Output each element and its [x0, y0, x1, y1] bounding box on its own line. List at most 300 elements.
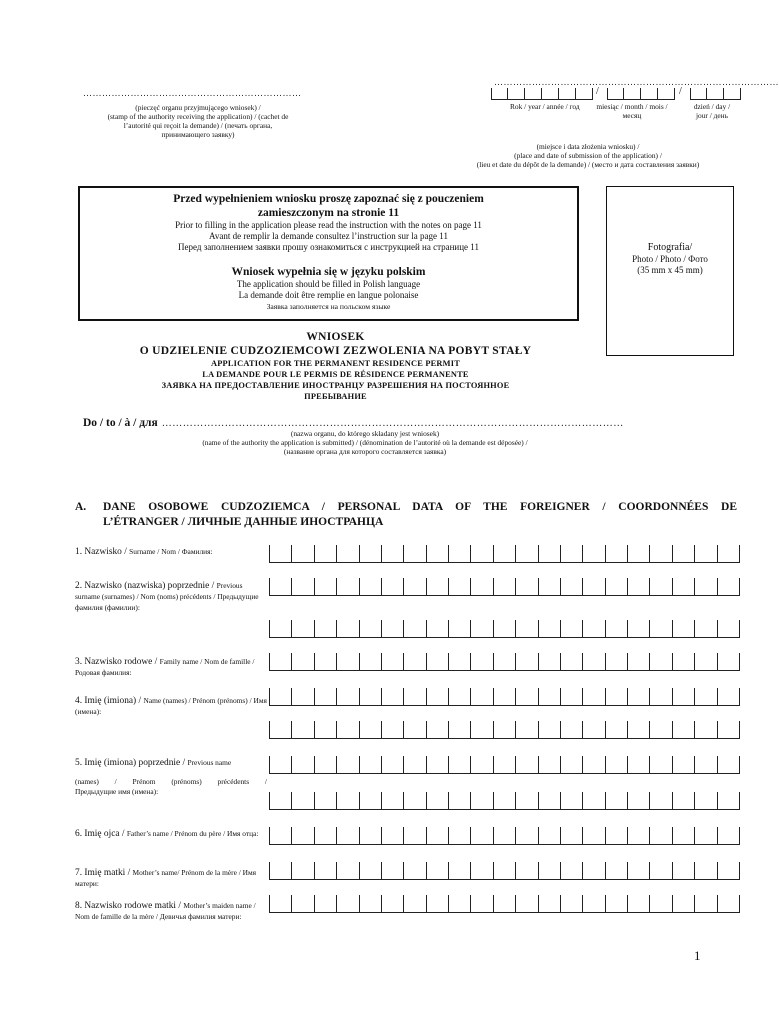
grid-cell-divider — [627, 827, 628, 845]
photo-label-translations: Photo / Photo / Фото — [632, 254, 708, 264]
stamp-dotted-line: …………………………………………………………… — [83, 88, 302, 98]
grid-cell-divider — [649, 620, 650, 638]
grid-cell-divider — [269, 545, 270, 563]
family-name-input-grid[interactable] — [269, 653, 739, 671]
grid-cell-divider — [359, 721, 360, 739]
grid-cell-divider — [538, 688, 539, 706]
grid-cell-divider — [560, 578, 561, 596]
grid-cell-divider — [426, 688, 427, 706]
grid-cell-divider — [336, 653, 337, 671]
grid-cell-divider — [560, 827, 561, 845]
date-box[interactable] — [724, 88, 741, 100]
grid-cell-divider — [493, 620, 494, 638]
place-caption-line-1: (miejsce i data złożenia wniosku) / — [536, 142, 640, 151]
grid-cell-divider — [649, 827, 650, 845]
grid-cell-divider — [426, 578, 427, 596]
grid-cell-divider — [336, 756, 337, 774]
grid-cell-divider — [336, 862, 337, 880]
grid-cell-divider — [448, 545, 449, 563]
date-box[interactable] — [576, 88, 593, 100]
grid-cell-divider — [470, 620, 471, 638]
grid-cell-divider — [291, 862, 292, 880]
grid-cell-divider — [493, 578, 494, 596]
grid-cell-divider — [582, 895, 583, 913]
grid-cell-divider — [694, 578, 695, 596]
grid-cell-divider — [426, 653, 427, 671]
field-label-translations: Mother’s maiden name / Nom de famille de la mère / Девичья фамилия матери: — [75, 901, 256, 921]
grid-cell-divider — [672, 756, 673, 774]
grid-cell-divider — [359, 895, 360, 913]
grid-cell-divider — [627, 895, 628, 913]
grid-baseline — [269, 844, 739, 845]
year-label: Rok / year / année / год — [510, 102, 580, 111]
grid-cell-divider — [515, 653, 516, 671]
grid-cell-divider — [403, 620, 404, 638]
addressee-caption-line-2: (name of the authority the application is submitted) / (dénomination de l’autorité où la demande est déposée) / — [202, 438, 528, 447]
field-label-pl: 3. Nazwisko rodowe / — [75, 657, 160, 667]
grid-cell-divider — [605, 688, 606, 706]
grid-cell-divider — [582, 545, 583, 563]
grid-cell-divider — [359, 792, 360, 810]
grid-cell-divider — [291, 895, 292, 913]
grid-cell-divider — [336, 895, 337, 913]
grid-cell-divider — [381, 827, 382, 845]
form-title — [78, 330, 593, 402]
field-surname-label — [75, 546, 267, 557]
grid-cell-divider — [493, 756, 494, 774]
section-a-marker: A. — [75, 501, 87, 513]
grid-cell-divider — [672, 653, 673, 671]
grid-cell-divider — [739, 862, 740, 880]
grid-cell-divider — [291, 827, 292, 845]
grid-cell-divider — [560, 688, 561, 706]
grid-cell-divider — [291, 578, 292, 596]
grid-cell-divider — [717, 545, 718, 563]
grid-baseline — [269, 595, 739, 596]
month-label — [592, 102, 672, 120]
grid-cell-divider — [649, 688, 650, 706]
grid-cell-divider — [359, 653, 360, 671]
title-line-1: WNIOSEK — [306, 331, 365, 343]
grid-cell-divider — [605, 862, 606, 880]
grid-cell-divider — [649, 756, 650, 774]
grid-cell-divider — [538, 792, 539, 810]
grid-cell-divider — [269, 620, 270, 638]
grid-cell-divider — [538, 862, 539, 880]
instructions-notice-box — [78, 186, 579, 321]
grid-cell-divider — [627, 653, 628, 671]
field-label-pl: 6. Imię ojca / — [75, 829, 127, 839]
grid-cell-divider — [291, 545, 292, 563]
grid-cell-divider — [314, 756, 315, 774]
grid-cell-divider — [381, 653, 382, 671]
photo-size: (35 mm x 45 mm) — [637, 265, 703, 275]
grid-cell-divider — [314, 545, 315, 563]
grid-cell-divider — [403, 688, 404, 706]
grid-cell-divider — [381, 721, 382, 739]
grid-cell-divider — [314, 653, 315, 671]
grid-cell-divider — [403, 756, 404, 774]
grid-cell-divider — [515, 862, 516, 880]
grid-cell-divider — [493, 721, 494, 739]
place-caption-line-2: (place and date of submission of the application) / — [514, 151, 662, 160]
field-label-pl: 4. Imię (imiona) / — [75, 696, 144, 706]
grid-cell-divider — [470, 827, 471, 845]
title-line-en: APPLICATION FOR THE PERMANENT RESIDENCE PERMIT — [210, 359, 461, 368]
grid-cell-divider — [359, 545, 360, 563]
grid-cell-divider — [359, 862, 360, 880]
grid-cell-divider — [493, 862, 494, 880]
grid-cell-divider — [291, 756, 292, 774]
grid-cell-divider — [470, 578, 471, 596]
grid-cell-divider — [739, 721, 740, 739]
addressee-caption-line-3: (название органа для которого составляется заявка) — [283, 447, 447, 456]
grid-cell-divider — [336, 688, 337, 706]
grid-cell-divider — [694, 895, 695, 913]
grid-cell-divider — [582, 620, 583, 638]
grid-cell-divider — [538, 721, 539, 739]
title-line-2: O UDZIELENIE CUDZOZIEMCOWI ZEZWOLENIA NA POBYT STAŁY — [139, 345, 532, 357]
grid-cell-divider — [359, 578, 360, 596]
grid-cell-divider — [291, 721, 292, 739]
grid-cell-divider — [649, 721, 650, 739]
grid-cell-divider — [605, 756, 606, 774]
grid-cell-divider — [515, 545, 516, 563]
grid-cell-divider — [582, 721, 583, 739]
grid-cell-divider — [359, 827, 360, 845]
grid-cell-divider — [605, 620, 606, 638]
field-label-translations: Father’s name / Prénom du père / Имя отца: — [126, 829, 259, 838]
grid-cell-divider — [739, 545, 740, 563]
grid-cell-divider — [560, 792, 561, 810]
date-year-boxes[interactable] — [491, 88, 593, 100]
grid-cell-divider — [739, 688, 740, 706]
grid-cell-divider — [269, 862, 270, 880]
grid-cell-divider — [605, 721, 606, 739]
grid-cell-divider — [739, 756, 740, 774]
grid-cell-divider — [448, 827, 449, 845]
date-day-boxes[interactable] — [690, 88, 741, 100]
photo-label: Fotografia/ — [647, 242, 693, 253]
grid-cell-divider — [359, 620, 360, 638]
grid-cell-divider — [314, 862, 315, 880]
grid-cell-divider — [403, 862, 404, 880]
grid-cell-divider — [582, 688, 583, 706]
grid-cell-divider — [717, 688, 718, 706]
field-label-translations-3: Предыдущие имя (имена): — [75, 787, 159, 796]
grid-cell-divider — [470, 721, 471, 739]
month-label-line-1: miesiąc / month / mois / — [596, 102, 668, 111]
date-box[interactable] — [559, 88, 576, 100]
grid-cell-divider — [470, 862, 471, 880]
grid-cell-divider — [649, 895, 650, 913]
place-dotted-line: ……………………………………………………………………………… — [494, 77, 779, 87]
grid-cell-divider — [426, 862, 427, 880]
notice-line-fr: Avant de remplir la demande consultez l’instruction sur la page 11 — [209, 231, 448, 241]
grid-cell-divider — [538, 578, 539, 596]
grid-cell-divider — [605, 653, 606, 671]
grid-cell-divider — [269, 827, 270, 845]
previous-name-input-grid-2[interactable] — [269, 792, 739, 810]
grid-cell-divider — [470, 653, 471, 671]
date-box[interactable] — [607, 88, 624, 100]
grid-cell-divider — [582, 756, 583, 774]
section-a-heading — [75, 500, 737, 530]
grid-cell-divider — [560, 895, 561, 913]
previous-surname-input-grid[interactable] — [269, 578, 739, 596]
grid-cell-divider — [426, 827, 427, 845]
grid-cell-divider — [314, 578, 315, 596]
grid-cell-divider — [717, 895, 718, 913]
grid-cell-divider — [739, 827, 740, 845]
mother-name-input-grid[interactable] — [269, 862, 739, 880]
grid-cell-divider — [672, 827, 673, 845]
date-month-boxes[interactable] — [607, 88, 675, 100]
title-line-ru-1: ЗАЯВКА НА ПРЕДОСТАВЛЕНИЕ ИНОСТРАНЦУ РАЗРЕШЕНИЯ НА ПОСТОЯННОЕ — [161, 381, 510, 390]
grid-cell-divider — [538, 827, 539, 845]
date-box[interactable] — [641, 88, 658, 100]
grid-cell-divider — [538, 545, 539, 563]
grid-cell-divider — [269, 792, 270, 810]
grid-cell-divider — [627, 792, 628, 810]
date-box[interactable] — [525, 88, 542, 100]
surname-input-grid[interactable] — [269, 545, 739, 563]
grid-cell-divider — [627, 545, 628, 563]
section-a-title-line-1: DANE OSOBOWE CUDZOZIEMCA / PERSONAL DATA OF THE FOREIGNER / COORDONNÉES DE — [103, 501, 737, 513]
field-label-translations: Surname / Nom / Фамилия: — [129, 547, 213, 556]
grid-cell-divider — [314, 895, 315, 913]
date-box[interactable] — [491, 88, 508, 100]
grid-cell-divider — [717, 653, 718, 671]
grid-cell-divider — [582, 792, 583, 810]
grid-cell-divider — [448, 620, 449, 638]
mother-maiden-name-input-grid[interactable] — [269, 895, 739, 913]
day-label-line-2: jour / день — [695, 111, 729, 120]
grid-cell-divider — [336, 620, 337, 638]
grid-cell-divider — [426, 756, 427, 774]
grid-cell-divider — [314, 688, 315, 706]
grid-cell-divider — [649, 792, 650, 810]
grid-cell-divider — [470, 688, 471, 706]
grid-cell-divider — [470, 895, 471, 913]
grid-cell-divider — [560, 653, 561, 671]
grid-cell-divider — [717, 827, 718, 845]
date-box[interactable] — [508, 88, 525, 100]
grid-cell-divider — [314, 827, 315, 845]
grid-cell-divider — [694, 721, 695, 739]
grid-cell-divider — [605, 895, 606, 913]
grid-cell-divider — [359, 756, 360, 774]
date-box[interactable] — [624, 88, 641, 100]
grid-baseline — [269, 670, 739, 671]
grid-cell-divider — [627, 688, 628, 706]
language-line-en: The application should be filled in Polish language — [236, 279, 421, 289]
grid-cell-divider — [538, 653, 539, 671]
grid-cell-divider — [381, 688, 382, 706]
date-box[interactable] — [690, 88, 707, 100]
day-label — [686, 102, 738, 120]
grid-cell-divider — [269, 578, 270, 596]
grid-cell-divider — [448, 653, 449, 671]
grid-cell-divider — [672, 545, 673, 563]
grid-cell-divider — [717, 620, 718, 638]
field-label-pl: 7. Imię matki / — [75, 868, 133, 878]
field-label-translations: Family name / Nom de famille / Родовая фамилия: — [75, 657, 255, 677]
date-box[interactable] — [542, 88, 559, 100]
grid-cell-divider — [717, 756, 718, 774]
grid-baseline — [269, 637, 739, 638]
field-previous-surname-label — [75, 580, 267, 613]
title-line-fr: LA DEMANDE POUR LE PERMIS DE RÉSIDENCE PERMANENTE — [202, 370, 469, 379]
field-name-label — [75, 695, 267, 717]
grid-cell-divider — [381, 620, 382, 638]
field-label-pl: 1. Nazwisko / — [75, 547, 130, 557]
grid-cell-divider — [493, 545, 494, 563]
grid-cell-divider — [426, 620, 427, 638]
grid-baseline — [269, 879, 739, 880]
section-a-title-line-2: L’ÉTRANGER / ЛИЧНЫЕ ДАННЫЕ ИНОСТРАНЦА — [103, 516, 384, 528]
grid-cell-divider — [739, 792, 740, 810]
field-label-translations: Previous surname (surnames) / Nom (noms) précédents / Предыдущие фамилия (фамилии): — [75, 581, 259, 612]
grid-cell-divider — [470, 756, 471, 774]
field-label-pl: 8. Nazwisko rodowe matki / — [75, 901, 184, 911]
grid-cell-divider — [538, 895, 539, 913]
grid-cell-divider — [649, 653, 650, 671]
grid-cell-divider — [717, 862, 718, 880]
name-input-grid[interactable] — [269, 688, 739, 706]
grid-cell-divider — [694, 545, 695, 563]
grid-cell-divider — [448, 688, 449, 706]
field-label-pl: 5. Imię (imiona) poprzednie / — [75, 758, 188, 768]
grid-cell-divider — [582, 578, 583, 596]
grid-cell-divider — [336, 721, 337, 739]
grid-cell-divider — [381, 792, 382, 810]
grid-cell-divider — [739, 895, 740, 913]
grid-cell-divider — [381, 895, 382, 913]
grid-cell-divider — [515, 827, 516, 845]
day-label-line-1: dzień / day / — [693, 102, 731, 111]
grid-cell-divider — [448, 721, 449, 739]
grid-cell-divider — [538, 620, 539, 638]
grid-cell-divider — [582, 653, 583, 671]
grid-cell-divider — [291, 620, 292, 638]
date-separator: / — [679, 86, 682, 97]
date-box[interactable] — [707, 88, 724, 100]
grid-cell-divider — [269, 653, 270, 671]
language-line-ru: Заявка заполняется на польском языке — [266, 302, 391, 311]
grid-cell-divider — [291, 792, 292, 810]
grid-cell-divider — [403, 653, 404, 671]
grid-cell-divider — [672, 792, 673, 810]
grid-cell-divider — [336, 545, 337, 563]
grid-cell-divider — [493, 688, 494, 706]
grid-cell-divider — [717, 578, 718, 596]
grid-cell-divider — [605, 827, 606, 845]
grid-cell-divider — [672, 862, 673, 880]
grid-cell-divider — [381, 545, 382, 563]
grid-cell-divider — [515, 895, 516, 913]
grid-cell-divider — [403, 721, 404, 739]
grid-cell-divider — [717, 721, 718, 739]
grid-cell-divider — [560, 545, 561, 563]
grid-cell-divider — [403, 578, 404, 596]
grid-cell-divider — [627, 756, 628, 774]
grid-cell-divider — [403, 895, 404, 913]
grid-baseline — [269, 738, 739, 739]
father-name-input-grid[interactable] — [269, 827, 739, 845]
grid-cell-divider — [426, 545, 427, 563]
grid-cell-divider — [314, 792, 315, 810]
grid-cell-divider — [694, 688, 695, 706]
grid-cell-divider — [739, 653, 740, 671]
field-mother-maiden-name-label — [75, 900, 267, 922]
grid-cell-divider — [381, 756, 382, 774]
grid-cell-divider — [403, 827, 404, 845]
grid-cell-divider — [448, 895, 449, 913]
grid-cell-divider — [515, 688, 516, 706]
grid-cell-divider — [448, 792, 449, 810]
grid-cell-divider — [627, 721, 628, 739]
grid-cell-divider — [269, 756, 270, 774]
title-line-ru-2: ПРЕБЫВАНИЕ — [304, 392, 367, 401]
grid-cell-divider — [403, 792, 404, 810]
field-label-translations: Previous name — [187, 758, 232, 767]
grid-cell-divider — [627, 862, 628, 880]
field-father-name-label — [75, 828, 267, 839]
grid-baseline — [269, 912, 739, 913]
notice-heading-line-1: Przed wypełnieniem wniosku proszę zapoznać się z pouczeniem — [173, 193, 484, 205]
grid-cell-divider — [582, 862, 583, 880]
grid-cell-divider — [515, 620, 516, 638]
grid-cell-divider — [627, 578, 628, 596]
field-label-translations-2: (names) / Prénom (prénoms) précédents / — [75, 777, 267, 786]
grid-cell-divider — [694, 653, 695, 671]
grid-cell-divider — [627, 620, 628, 638]
date-box[interactable] — [658, 88, 675, 100]
grid-cell-divider — [560, 862, 561, 880]
grid-cell-divider — [560, 721, 561, 739]
grid-cell-divider — [426, 792, 427, 810]
photo-box[interactable] — [606, 186, 734, 356]
grid-cell-divider — [672, 578, 673, 596]
field-label-translations: Mother’s name/ Prénom de la mère / Имя матери: — [75, 868, 257, 888]
grid-cell-divider — [426, 895, 427, 913]
grid-cell-divider — [560, 620, 561, 638]
grid-cell-divider — [649, 862, 650, 880]
place-date-caption — [440, 142, 736, 169]
grid-cell-divider — [336, 578, 337, 596]
stamp-caption-line-4: принимающего заявку) — [161, 130, 235, 139]
previous-surname-input-grid-2[interactable] — [269, 620, 739, 638]
notice-line-ru: Перед заполнением заявки прошу ознакомиться с инструкцией на странице 11 — [178, 242, 479, 252]
grid-cell-divider — [739, 578, 740, 596]
name-input-grid-2[interactable] — [269, 721, 739, 739]
grid-cell-divider — [672, 895, 673, 913]
grid-cell-divider — [269, 688, 270, 706]
grid-cell-divider — [605, 545, 606, 563]
previous-name-input-grid[interactable] — [269, 756, 739, 774]
grid-cell-divider — [694, 756, 695, 774]
grid-cell-divider — [582, 827, 583, 845]
grid-cell-divider — [314, 620, 315, 638]
grid-cell-divider — [672, 620, 673, 638]
grid-cell-divider — [739, 620, 740, 638]
grid-cell-divider — [515, 721, 516, 739]
field-family-name-label — [75, 656, 267, 678]
grid-cell-divider — [672, 721, 673, 739]
grid-cell-divider — [649, 545, 650, 563]
grid-cell-divider — [672, 688, 673, 706]
